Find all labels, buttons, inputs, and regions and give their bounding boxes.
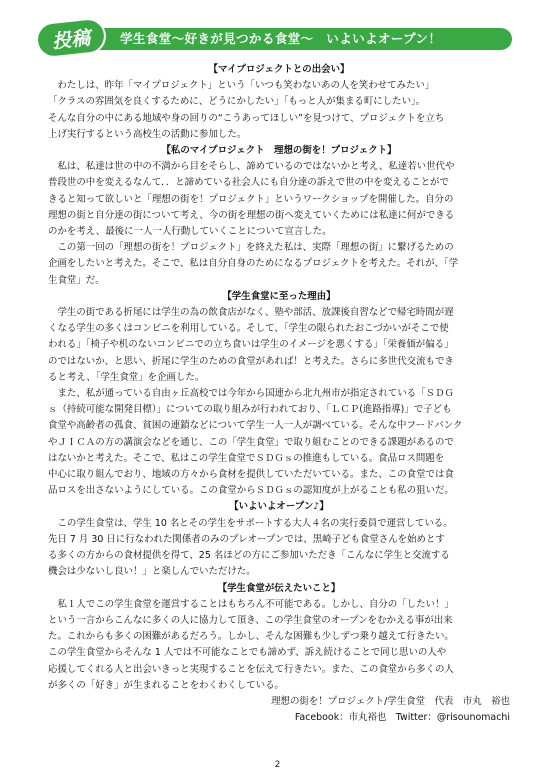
body-text-line: やＪＩＣＡの方の講演会などを通じ、この「学生食堂」で取り組むことのできる課題があるので xyxy=(48,436,454,448)
body-text-line: ｓ（持続可能な開発目標）」についての取り組みが行われており、「ＬＣＰ(進路指導)」で子ども xyxy=(48,404,452,416)
section-heading: 【私のマイプロジェクト 理想の街を！プロジェクト】 xyxy=(161,145,397,157)
body-text-line: のではないか、と思い、折尾に学生のための食堂があれば！と考えた。さらに多世代交流もでき xyxy=(48,355,454,367)
body-text-line: ると考え、「学生食堂」を企画した。 xyxy=(48,371,205,383)
body-text-line: 応援してくれる人と出会いきっと実現することを伝えて行きたい。また、この食堂から多くの人 xyxy=(48,663,454,675)
body-text-line: 先日 7 月 30 日に行なわれた関係者のみのプレオープンでは、黒崎子ども食堂さんを始めとす xyxy=(48,533,445,545)
body-text-line: また、私が通っている自由ヶ丘高校では今年から国連から北九州市が指定されている「ＳＤＧ xyxy=(48,388,454,400)
body-text-line: 私は、私達は世の中の不満から目をそらし、諦めているのではないかと考え、私達若い世代や xyxy=(48,161,455,173)
body-text-line: われる」「椅子や机のないコンビニでの立ち食いは学生のイメージを悪くする」「栄養価が偏る」 xyxy=(48,339,454,351)
signature-line2: Facebook：市丸裕也 Twitter：@risounomachi xyxy=(294,712,510,724)
body-text-line: 生食堂」だ。 xyxy=(48,274,105,286)
contribution-badge: 投稿 xyxy=(34,16,107,59)
section-heading: 【マイプロジェクトとの出会い】 xyxy=(208,64,350,75)
body-text-line: た。これからも多くの困難があるだろう。しかし、そんな困難も少しずつ乗り越えて行きたい。 xyxy=(48,631,454,643)
body-text-line: この学生食堂は、学生 10 名とその学生をサポートする大人４名の実行委員で運営している。 xyxy=(48,517,453,529)
body-text-line: 食堂や高齢者の孤食、貧困の連鎖などについて学生一人一人が調べている。そんな中フードバンク xyxy=(48,420,463,432)
body-text-line: わたしは、昨年「マイプロジェクト」という「いつも笑わないあの人を笑わせてみたい」 xyxy=(48,80,435,92)
body-text-line: この学生食堂からそんな 1 人では不可能なことでも諦めず、訴え続けることで同じ思いの人や xyxy=(48,647,447,659)
signature-line1: 理想の街を！プロジェクト/学生食堂 代表 市丸 裕也 xyxy=(271,695,510,707)
body-text-line: 私１人でこの学生食堂を運営することはもちろん不可能である。しかし、自分の「したい！」 xyxy=(48,598,454,610)
article-body xyxy=(48,62,510,726)
body-text-line: 中心に取り組んでおり、地域の方々から食材を提供していただいている。また、この食堂では食 xyxy=(48,469,454,481)
body-text-line: くなる学生の多くはコンビニを利用している。そして、「学生の限られたおこづかいがそこで使 xyxy=(48,323,449,335)
body-text-line: のかを考え、最後に一人一人行動していくことについて宣言した。 xyxy=(48,226,332,238)
section-heading: 【いよいよオープン♪】 xyxy=(229,501,329,513)
body-text-line: 企画をしたいと考えた。そこで、私は自分自身のためになるプロジェクトを考えた。それが、「学 xyxy=(48,258,459,270)
body-text-line: 品ロスを出さないようにしている。この食堂からＳＤＧｓの認知度が上がることも私の狙いだ。 xyxy=(48,485,454,497)
body-text-line: 学生の街である折尾には学生の為の飲食店がなく、塾や部活、放課後自習などで帰宅時間が遅 xyxy=(48,307,454,319)
article-banner xyxy=(36,20,514,56)
section-heading: 【学生食堂が伝えたいこと】 xyxy=(217,582,341,594)
body-text-line: はないかと考えた。そこで、私はこの学生食堂でＳＤＧｓの推進もしている。食品ロス問題を xyxy=(48,452,445,464)
body-text-line: という一言からこんなに多くの人に協力して頂き、この学生食堂のオープンをむかえる事が出来 xyxy=(48,614,453,626)
body-text-line: 機会は少ないし良い！」と楽しんでいただけた。 xyxy=(48,566,256,578)
page-number: 2 xyxy=(274,760,281,770)
body-text-line: る多くの方からの食材提供を得て、25 名ほどの方にご参加いただき「こんなに学生と交流する xyxy=(48,550,450,562)
body-text-line: 「クラスの雰囲気を良くするために、どうにかしたい」「もっと人が集まる町にしたい」。 xyxy=(48,96,426,108)
article-title: 学生食堂～好きが見つかる食堂～ いよいよオープン！ xyxy=(120,31,442,46)
body-text-line: この第一回の「理想の街を！プロジェクト」を終えた私は、実際「理想の街」に繋げるための xyxy=(48,242,454,254)
body-text-line: 理想の街と自分達の街について考え、今の街を理想の街へ変えていくためには私達に何ができる xyxy=(48,209,455,221)
body-text-line: きると知って欲しいと「理想の街を！プロジェクト」というワークショップを開催した。自分の xyxy=(48,193,454,205)
body-text-line: 普段世の中を変えるなんて．．と諦めている社会人にも自分達の訴えで世の中を変えることがで xyxy=(48,177,449,189)
section-heading: 【学生食堂に至った理由】 xyxy=(222,290,336,302)
body-text-line: そんな自分の中にある地域や身の回りの“こうあってほしい”を見つけて、プロジェクトを立ち xyxy=(48,112,445,124)
body-text-line: が多くの「好き」が生まれることをわくわくしている。 xyxy=(48,679,284,691)
body-text-line: 上げ実行するという高校生の活動に参加した。 xyxy=(48,128,247,140)
